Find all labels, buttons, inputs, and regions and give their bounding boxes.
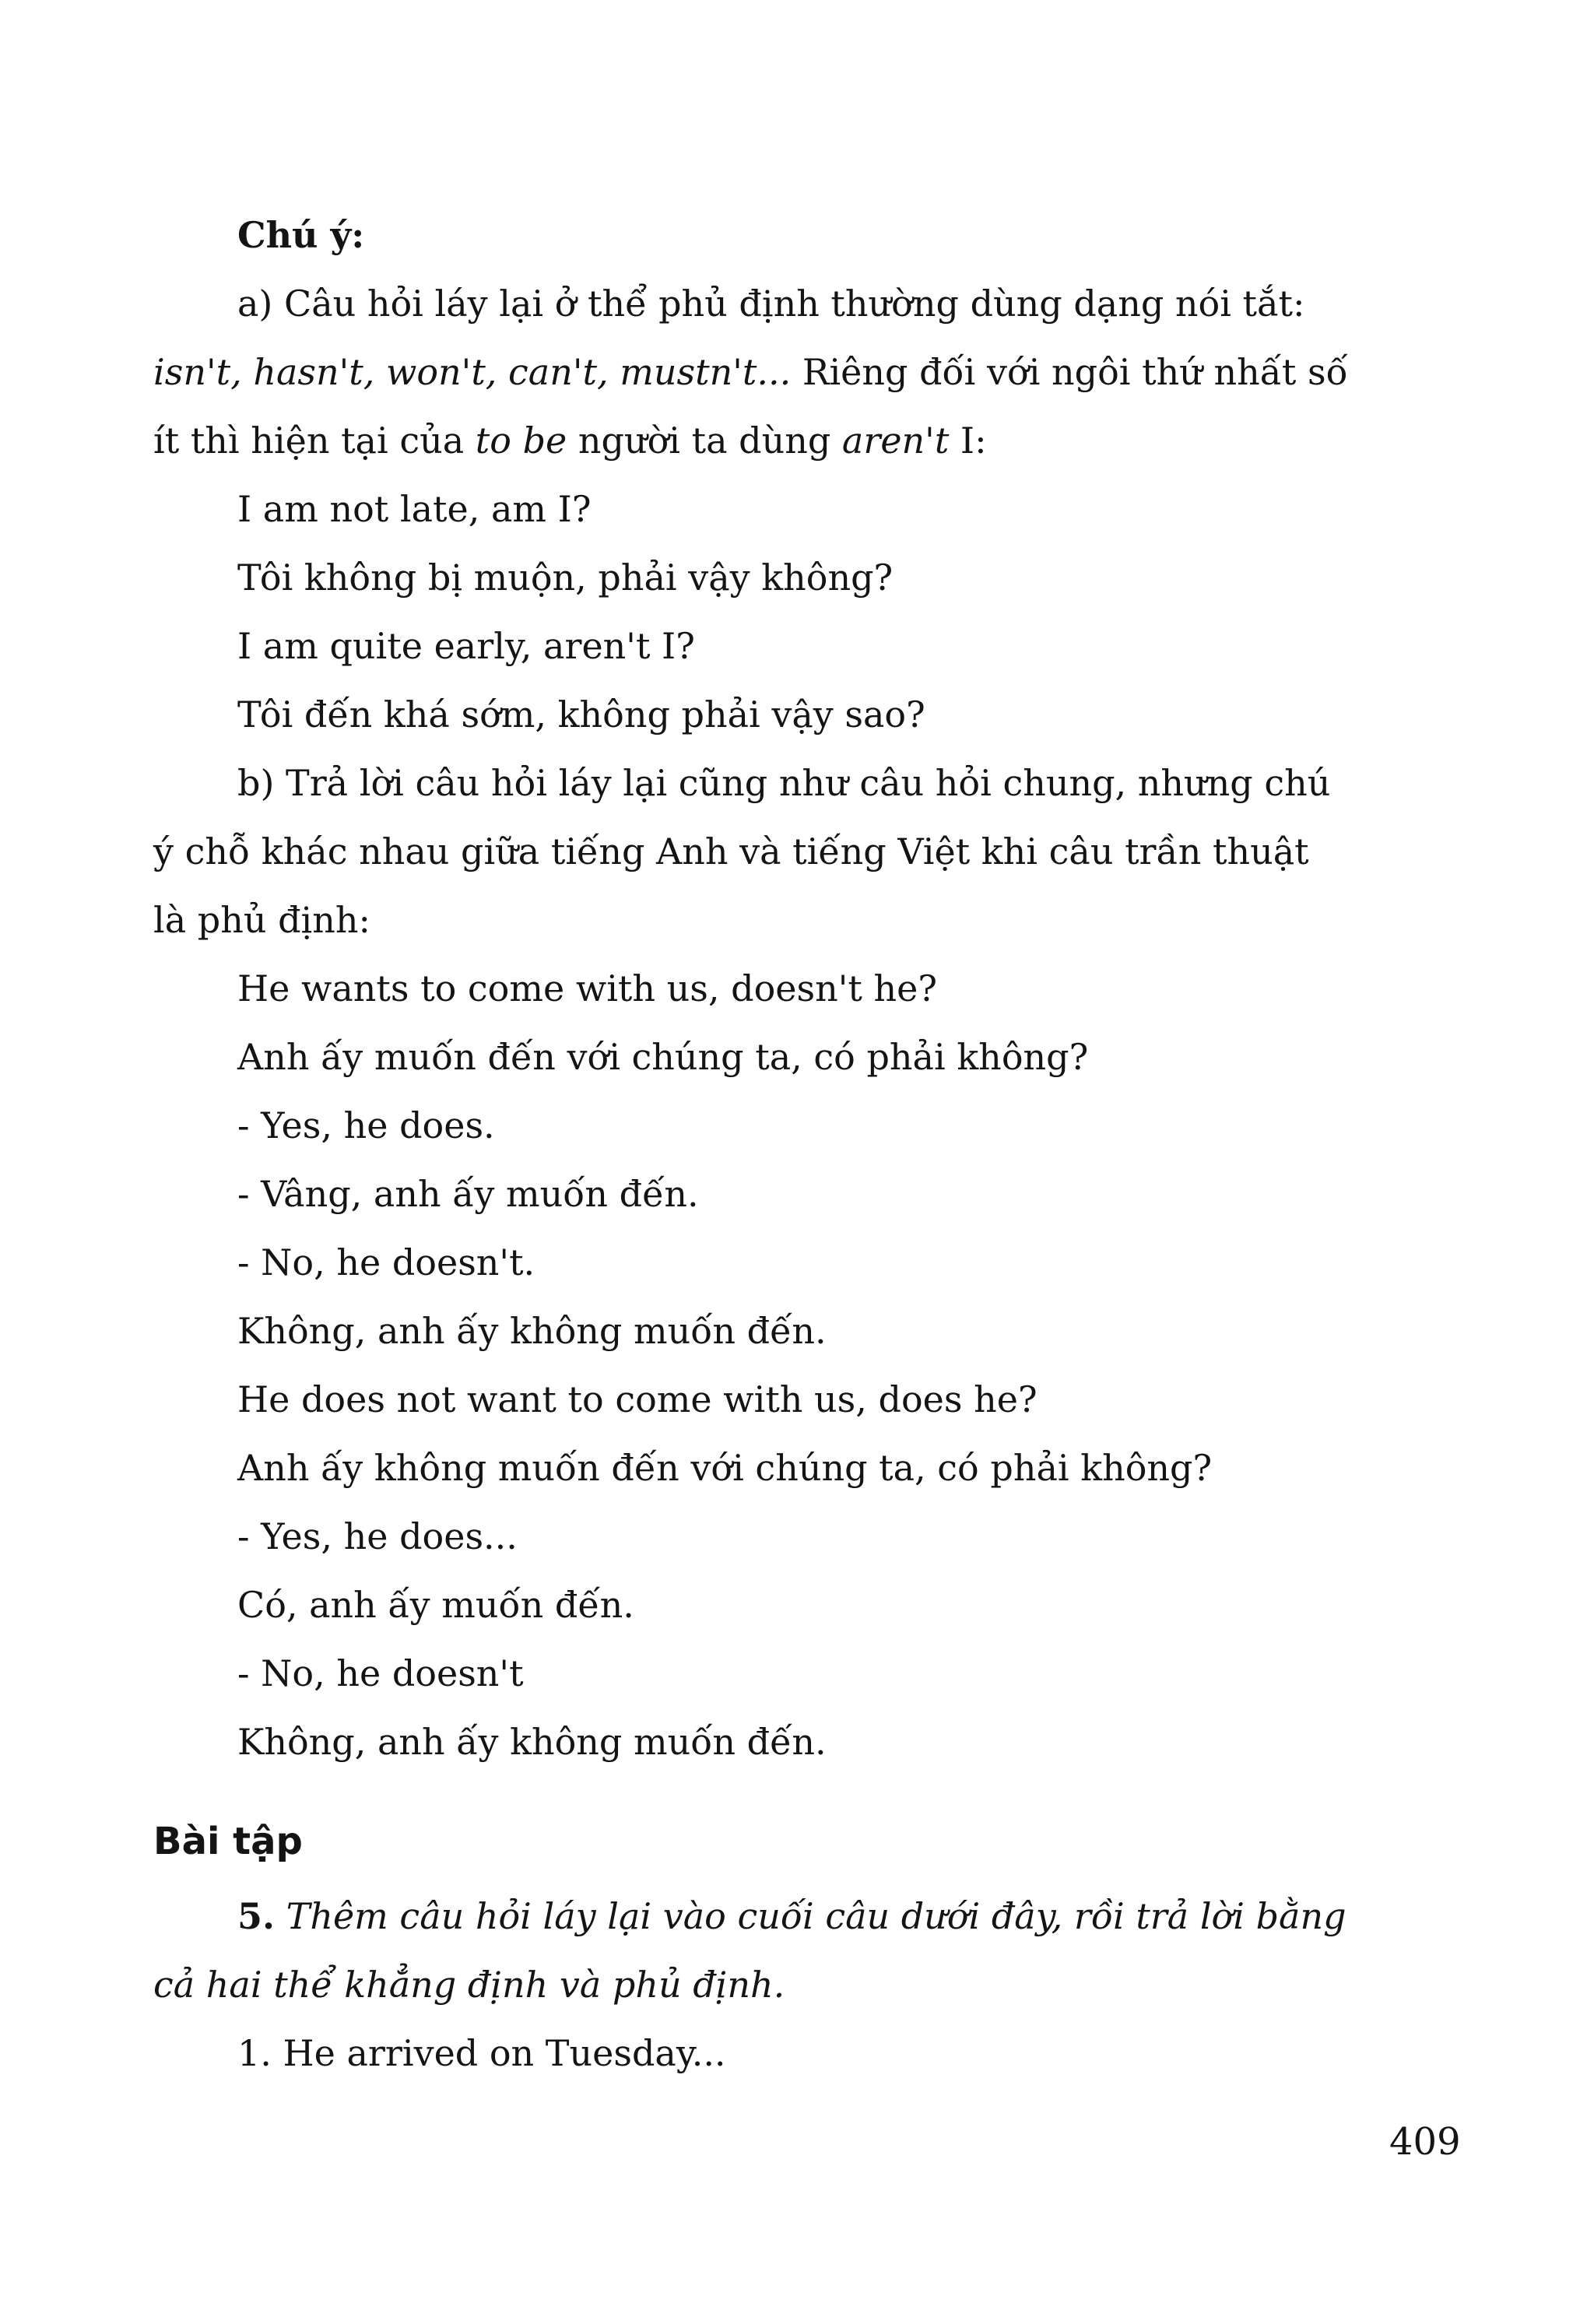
example-line: He wants to come with us, doesn't he? xyxy=(237,967,937,1009)
note-a-line1-text: a) Câu hỏi láy lại ở thể phủ định thường dùng dạng nói tắt: xyxy=(237,283,1305,325)
example-line: - Vâng, anh ấy muốn đến. xyxy=(237,1173,699,1215)
note-a-line2 xyxy=(153,349,1348,395)
task-line2 xyxy=(153,1961,785,2008)
to-be-term: to be xyxy=(475,420,567,462)
example-line: I am quite early, aren't I? xyxy=(237,625,695,667)
example-line: I am not late, am I? xyxy=(237,488,592,530)
note-a-line2-rest: Riêng đối với ngôi thứ nhất số xyxy=(791,351,1348,393)
note-a-line3-end: I: xyxy=(949,420,987,462)
note-b-line2: ý chỗ khác nhau giữa tiếng Anh và tiếng Việt khi câu trần thuật xyxy=(153,830,1309,872)
example-line: - No, he doesn't xyxy=(237,1652,524,1694)
page-number: 409 xyxy=(1389,2120,1461,2164)
exercise-item: 1. He arrived on Tuesday... xyxy=(237,2032,726,2074)
task-text-1: Thêm câu hỏi láy lại vào cuối câu dưới đây, rồi trả lời bằng xyxy=(286,1895,1346,1937)
example-line: - Yes, he does. xyxy=(237,1104,495,1146)
example-line: Anh ấy muốn đến với chúng ta, có phải không? xyxy=(237,1036,1089,1078)
example-line: Anh ấy không muốn đến với chúng ta, có phải không? xyxy=(237,1447,1213,1489)
arent-term: aren't xyxy=(841,420,950,462)
task-text-2: cả hai thể khẳng định và phủ định. xyxy=(153,1964,785,2006)
example-line: - Yes, he does... xyxy=(237,1515,518,1557)
note-b-line3: là phủ định: xyxy=(153,899,370,941)
example-line: Tôi không bị muộn, phải vậy không? xyxy=(237,556,894,599)
example-line: Không, anh ấy không muốn đến. xyxy=(237,1721,827,1763)
example-line: - No, he doesn't. xyxy=(237,1241,535,1283)
example-line: He does not want to come with us, does he? xyxy=(237,1378,1038,1420)
note-b-line1: b) Trả lời câu hỏi láy lại cũng như câu hỏi chung, nhưng chú xyxy=(237,762,1331,804)
task-number: 5. xyxy=(237,1895,276,1937)
task-line1 xyxy=(237,1893,1346,1940)
contraction-list: isn't, hasn't, won't, can't, mustn't... xyxy=(153,351,792,393)
note-a-line1 xyxy=(237,280,1463,327)
note-title: Chú ý: xyxy=(237,214,365,256)
note-a-line3-mid: người ta dùng xyxy=(567,420,842,462)
exercises-heading: Bài tập xyxy=(153,1820,303,1863)
note-a-line3 xyxy=(153,417,987,464)
example-line: Không, anh ấy không muốn đến. xyxy=(237,1310,827,1352)
note-a-line3-pre: ít thì hiện tại của xyxy=(153,420,476,462)
example-line: Tôi đến khá sớm, không phải vậy sao? xyxy=(237,693,925,735)
example-line: Có, anh ấy muốn đến. xyxy=(237,1584,634,1626)
